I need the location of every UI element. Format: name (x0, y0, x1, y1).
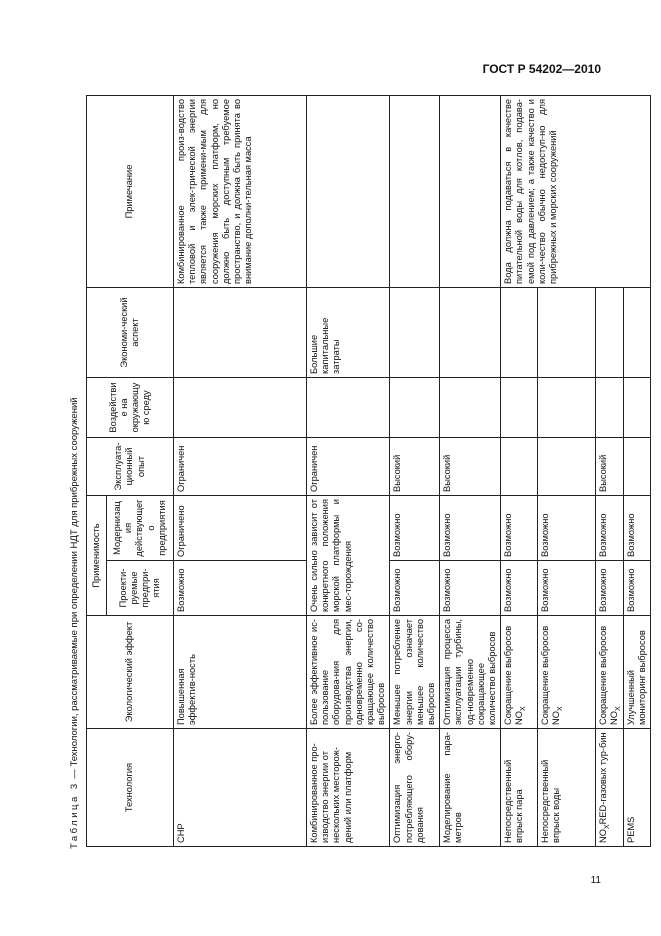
cell-ecological-effect: Оптимизация процесса эксплуатации турбины, од-новременно сокращающее количество выбросов (440, 616, 501, 729)
cell-ecological-effect: Улучшенный мониторинг выбросов (623, 616, 650, 729)
col-ecological-effect: Экологический эффект (87, 616, 174, 729)
cell-note: Вода должна подаваться в качестве питательной воды для котлов, подава-емой под давлением; а также качество и коли-чество обычно недоступ-но для прибрежных и морских сооружений (501, 96, 651, 288)
cell-operational-experience: Высокий (390, 438, 440, 496)
cell-environmental-impact (390, 378, 440, 438)
cell-environmental-impact (501, 378, 538, 438)
cell-environmental-impact (174, 378, 307, 438)
page-number: 11 (590, 875, 601, 886)
cell-technology: Оптимизация энерго-потребляющего обору-дования (390, 729, 440, 847)
cell-note (440, 96, 501, 288)
standard-number: ГОСТ Р 54202—2010 (482, 62, 601, 76)
cell-technology: Непосредственный впрыск пара (501, 729, 538, 847)
col-technology: Технология (87, 729, 174, 847)
cell-economic-aspect (501, 288, 538, 378)
cell-ecological-effect: Повышенная эффектив-ность (174, 616, 307, 729)
cell-design-stage: Возможно (390, 561, 440, 616)
cell-ecological-effect (538, 616, 596, 729)
cell-modernization: Возможно (390, 496, 440, 561)
cell-environmental-impact (307, 378, 390, 438)
cell-note: Комбинированное произ-водство тепловой и элек-трической энергии является также примени-мым для сооружения морских платформ, но должно быть доступным требуемое пространство, и должна быть принята во внимание дополни-тельная масса (174, 96, 307, 288)
cell-design-stage: Возможно (501, 561, 538, 616)
cell-economic-aspect (596, 288, 623, 378)
cell-modernization: Возможно (596, 496, 623, 561)
table-row (390, 96, 440, 847)
cell-design-stage: Возможно (623, 561, 650, 616)
cell-technology: Непосредственный впрыск воды (538, 729, 596, 847)
table-row (440, 96, 501, 847)
cell-modernization: Возможно (440, 496, 501, 561)
cell-environmental-impact (623, 378, 650, 438)
cell-design-stage: Возможно (538, 561, 596, 616)
cell-operational-experience: Ограничен (174, 438, 307, 496)
rotated-table-block (68, 94, 647, 849)
header-row (87, 96, 107, 847)
cell-ecological-effect: Меньшее потребление энергии означает меньшее количество выбросов (390, 616, 440, 729)
table-row (307, 96, 390, 847)
cell-operational-experience: Ограничен (307, 438, 390, 496)
cell-operational-experience: Высокий (440, 438, 501, 496)
effect-text: Сокращение выбросов NO (598, 625, 620, 725)
cell-ecological-effect (501, 616, 538, 729)
cell-economic-aspect (440, 288, 501, 378)
effect-text: Сокращение выбросов NO (540, 625, 562, 725)
cell-economic-aspect (174, 288, 307, 378)
cell-technology: CHP (174, 729, 307, 847)
tech-text: RED-газовых тур-бин (598, 732, 609, 825)
cell-note (390, 96, 440, 288)
cell-modernization: Возможно (623, 496, 650, 561)
cell-modernization: Возможно (538, 496, 596, 561)
cell-note (307, 96, 390, 288)
cell-technology: Комбинированное про-изводство энергии от нескольких месторож-дений или платформ (307, 729, 390, 847)
cell-technology: PEMS (623, 729, 650, 847)
col-modernization: Модернизация действующего предприятия (107, 496, 174, 561)
effect-text: Сокращение выбросов NO (503, 625, 525, 725)
cell-ecological-effect (596, 616, 623, 729)
cell-design-stage: Возможно (174, 561, 307, 616)
table-row (174, 96, 307, 847)
table-caption (68, 94, 88, 849)
cell-operational-experience (623, 438, 650, 496)
cell-environmental-impact (538, 378, 596, 438)
cell-economic-aspect: Большие капитальные затраты (307, 288, 390, 378)
cell-technology (596, 729, 623, 847)
col-note: Примечание (87, 96, 174, 288)
table-label: Таблица 3 (69, 781, 80, 849)
cell-modernization: Возможно (501, 496, 538, 561)
tech-prefix: NO (598, 829, 609, 843)
col-economic-aspect: Экономи-ческий аспект (87, 288, 174, 378)
tech-subscript: X (604, 824, 612, 830)
cell-design-stage: Возможно (440, 561, 501, 616)
effect-subscript: X (520, 706, 528, 712)
cell-operational-experience: Высокий (596, 438, 623, 496)
cell-operational-experience (501, 438, 538, 496)
cell-modernization: Ограничено (174, 496, 307, 561)
landscape-area (68, 94, 647, 849)
cell-economic-aspect (623, 288, 650, 378)
table-row (501, 96, 538, 847)
cell-environmental-impact (440, 378, 501, 438)
col-applicability: Применимость (87, 496, 107, 616)
cell-technology: Моделирование пара-метров (440, 729, 501, 847)
cell-applicability-merged: Очень сильно зависит от конкретного положения морской платформы и мес-торождения (307, 496, 390, 616)
col-operational-experience: Эксплуата-ционный опыт (87, 438, 174, 496)
effect-subscript: X (557, 706, 565, 712)
effect-subscript: X (615, 706, 623, 712)
cell-ecological-effect: Более эффективное ис-пользование оборудова-ния для производства энергии, одновременно со-кращающее количество выбросов (307, 616, 390, 729)
cell-design-stage: Возможно (596, 561, 623, 616)
table-title: — Технологии, рассматриваемые при определении НДТ для прибрежных сооружений (69, 397, 80, 782)
cell-economic-aspect (538, 288, 596, 378)
col-design-stage: Проекти-руемые предпри-ятия (107, 561, 174, 616)
technologies-table (86, 95, 651, 847)
cell-economic-aspect (390, 288, 440, 378)
cell-operational-experience (538, 438, 596, 496)
col-environmental-impact: Воздействие на окружающую среду (87, 378, 174, 438)
cell-environmental-impact (596, 378, 623, 438)
